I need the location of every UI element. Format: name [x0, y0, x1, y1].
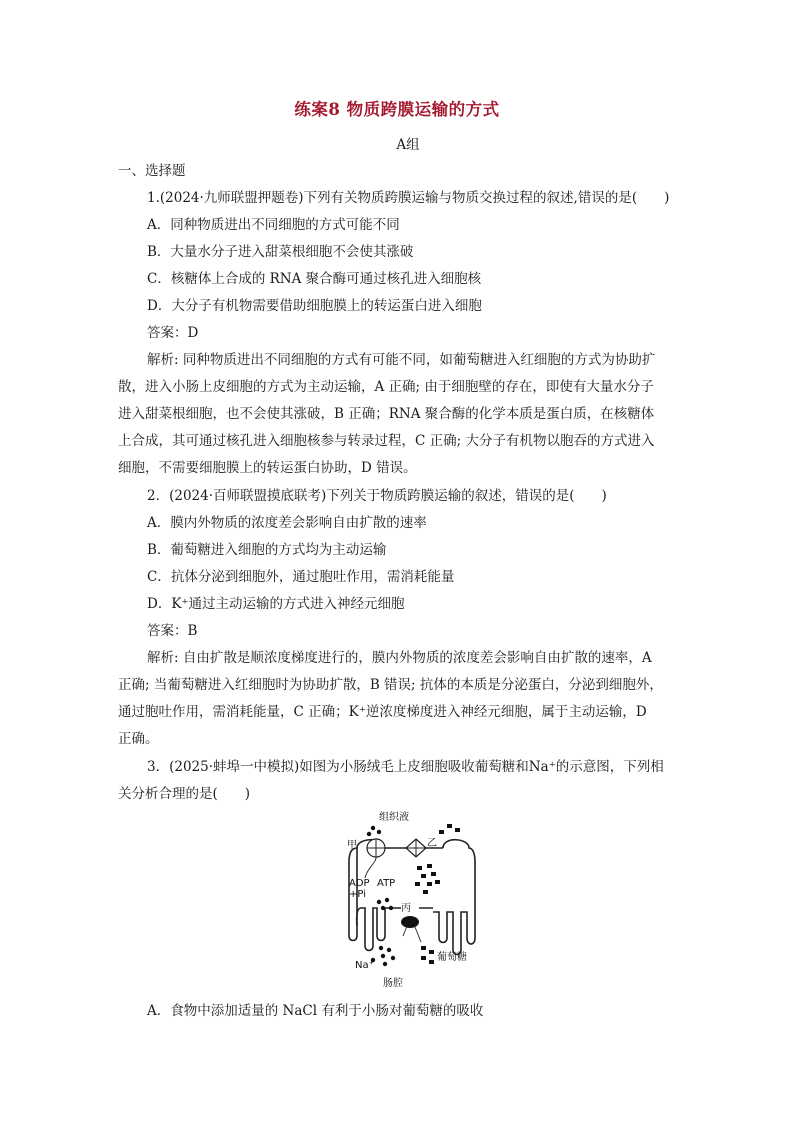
question-2-option-a: A．膜内外物质的浓度差会影响自由扩散的速率	[147, 515, 427, 531]
question-1-answer: 答案：D	[147, 325, 199, 341]
question-1-option-c: C．核糖体上合成的 RNA 聚合酶可通过核孔进入细胞核	[147, 271, 482, 287]
transporter-jia-label: 甲	[347, 840, 357, 851]
question-2-explanation-line: 正确; 当葡萄糖进入红细胞时为协助扩散，B 错误; 抗体的本质是分泌蛋白，分泌到细胞外，	[118, 677, 663, 693]
glucose-label: 葡萄糖	[437, 952, 467, 963]
intestinal-lumen-label: 肠腔	[383, 978, 403, 989]
question-1-option-a: A．同种物质进出不同细胞的方式可能不同	[147, 217, 400, 233]
pi-label: +Pi	[349, 889, 366, 900]
question-1-explanation-line: 细胞，不需要细胞膜上的转运蛋白协助，D 错误。	[118, 460, 417, 476]
question-1-option-b: B．大量水分子进入甜菜根细胞不会使其涨破	[147, 244, 414, 260]
question-2-explanation-line: 正确。	[118, 731, 159, 747]
question-1-stem: 1.(2024·九师联盟押题卷)下列有关物质跨膜运输与物质交换过程的叙述,错误的是( )	[147, 190, 670, 206]
transporter-bing	[401, 916, 419, 928]
sodium-ions-cell	[367, 826, 396, 910]
sodium-label: Na⁺	[355, 960, 374, 971]
question-2-stem: 2．(2024·百师联盟摸底联考)下列关于物质跨膜运输的叙述，错误的是( )	[147, 488, 607, 504]
page-title: 练案8 物质跨膜运输的方式	[294, 100, 500, 119]
question-2-explanation-line: 通过胞吐作用，需消耗能量，C 正确；K⁺逆浓度梯度进入神经元细胞，属于主动运输，D	[118, 704, 647, 720]
sodium-ions-lumen	[371, 946, 395, 966]
question-1-explanation-line: 散，进入小肠上皮细胞的方式为主动运输，A 正确; 由于细胞壁的存在，即使有大量水分子	[118, 379, 654, 395]
question-2-answer: 答案：B	[147, 623, 198, 639]
question-1-explanation-line: 上合成，其可通过核孔进入细胞核参与转录过程，C 正确; 大分子有机物以胞吞的方式进入	[118, 433, 655, 449]
question-3-stem: 3．(2025·蚌埠一中模拟)如图为小肠绒毛上皮细胞吸收葡萄糖和Na⁺的示意图，下列相	[147, 759, 664, 775]
question-1-option-d: D．大分子有机物需要借助细胞膜上的转运蛋白进入细胞	[147, 298, 482, 314]
atp-label: ATP	[377, 878, 396, 889]
adp-label: ADP	[349, 878, 370, 889]
question-1-explanation-line: 解析: 同种物质进出不同细胞的方式有可能不同，如葡萄糖进入红细胞的方式为协助扩	[147, 352, 656, 368]
transporter-jia	[367, 839, 385, 857]
transporter-bing-label: 丙	[401, 903, 411, 914]
question-3-stem: 关分析合理的是( )	[118, 786, 251, 802]
question-1-explanation-line: 进入甜菜根细胞，也不会使其涨破，B 正确；RNA 聚合酶的化学本质是蛋白质，在核糖体	[118, 406, 655, 422]
cell-transport-diagram	[343, 808, 478, 993]
tissue-fluid-label: 组织液	[379, 812, 409, 823]
glucose-molecules-cell	[415, 824, 460, 894]
group-heading: A组	[396, 137, 420, 153]
transporter-yi-label: 乙	[427, 838, 437, 849]
section-heading: 一、选择题	[118, 163, 186, 179]
question-2-explanation-line: 解析: 自由扩散是顺浓度梯度进行的，膜内外物质的浓度差会影响自由扩散的速率，A	[147, 650, 652, 666]
question-2-option-b: B．葡萄糖进入细胞的方式均为主动运输	[147, 542, 387, 558]
transporter-yi	[406, 839, 426, 857]
question-3-option-a: A．食物中添加适量的 NaCl 有利于小肠对葡萄糖的吸收	[147, 1003, 484, 1019]
question-2-option-d: D．K⁺通过主动运输的方式进入神经元细胞	[147, 596, 405, 612]
question-2-option-c: C．抗体分泌到细胞外，通过胞吐作用，需消耗能量	[147, 569, 455, 585]
glucose-molecules-lumen	[421, 946, 434, 964]
